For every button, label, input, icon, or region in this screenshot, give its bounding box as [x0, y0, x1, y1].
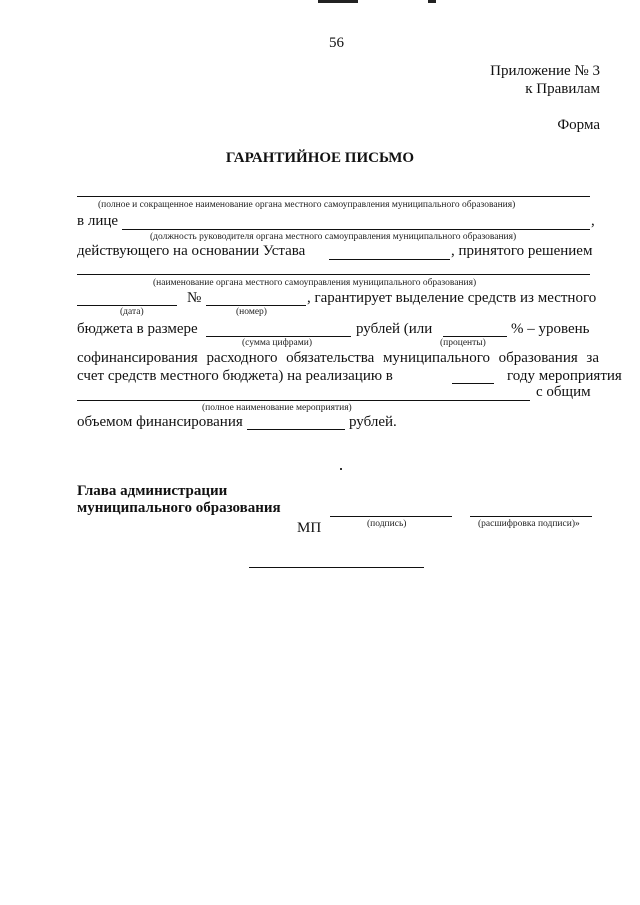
signature-caption: (подпись) [367, 519, 407, 529]
event-field[interactable] [77, 400, 530, 401]
rubles-or-label: рублей (или [356, 321, 433, 337]
amount-caption: (сумма цифрами) [242, 338, 312, 348]
percent-caption: (проценты) [440, 338, 486, 348]
account-of-text: счет средств местного бюджета) на реализацию в [77, 368, 393, 384]
appendix-label: Приложение № 3 [490, 63, 600, 79]
with-total-text: с общим [536, 384, 591, 400]
form-label: Форма [557, 117, 600, 133]
decision-org-field[interactable] [77, 274, 590, 275]
head-title-line2: муниципального образования [77, 500, 281, 516]
bottom-separator [249, 567, 424, 568]
page-title: ГАРАНТИЙНОЕ ПИСЬМО [225, 150, 415, 166]
signature-field[interactable] [330, 516, 452, 517]
volume-text: объемом финансирования [77, 414, 243, 430]
event-caption: (полное наименование мероприятия) [202, 403, 352, 413]
scan-mark [318, 0, 358, 3]
guarantees-label: , гарантирует выделение средств из местного [307, 290, 597, 306]
date-field[interactable] [77, 305, 177, 306]
acting-based-label: действующего на основании Устава [77, 243, 306, 259]
year-field[interactable] [452, 383, 494, 384]
percent-level-label: % – уровень [511, 321, 590, 337]
date-caption: (дата) [120, 307, 144, 317]
scan-mark [428, 0, 436, 3]
head-position-caption: (должность руководителя органа местного самоуправления муниципального образования) [150, 232, 517, 242]
volume-field[interactable] [247, 429, 345, 430]
stamp-label: МП [297, 520, 322, 536]
in-person-label: в лице [77, 213, 119, 229]
head-title-line1: Глава администрации [77, 483, 228, 499]
percent-field[interactable] [443, 336, 507, 337]
number-caption: (номер) [236, 307, 267, 317]
cofinancing-text: софинансирования расходного обязательства муниципального образования за [77, 350, 599, 366]
org-name-field[interactable] [77, 196, 590, 197]
number-sign: № [187, 290, 202, 306]
org-name-caption: (полное и сокращенное наименование органа местного самоуправления муниципального образования) [98, 200, 516, 210]
year-events-text: году мероприятия [507, 368, 622, 384]
number-field[interactable] [206, 305, 306, 306]
head-position-field[interactable] [122, 229, 590, 230]
rubles-end-text: рублей. [349, 414, 397, 430]
adopted-by-label: , принятого решением [451, 243, 593, 259]
signature-decode-field[interactable] [470, 516, 592, 517]
comma: , [591, 213, 595, 229]
signature-decode-caption: (расшифровка подписи)» [478, 519, 580, 529]
page-number: 56 [329, 35, 344, 51]
budget-amount-label: бюджета в размере [77, 321, 198, 337]
amount-field[interactable] [206, 336, 351, 337]
charter-field[interactable] [329, 259, 450, 260]
decision-org-caption: (наименование органа местного самоуправления муниципального образования) [153, 278, 477, 288]
scan-speck [340, 468, 342, 470]
rules-label: к Правилам [525, 81, 600, 97]
